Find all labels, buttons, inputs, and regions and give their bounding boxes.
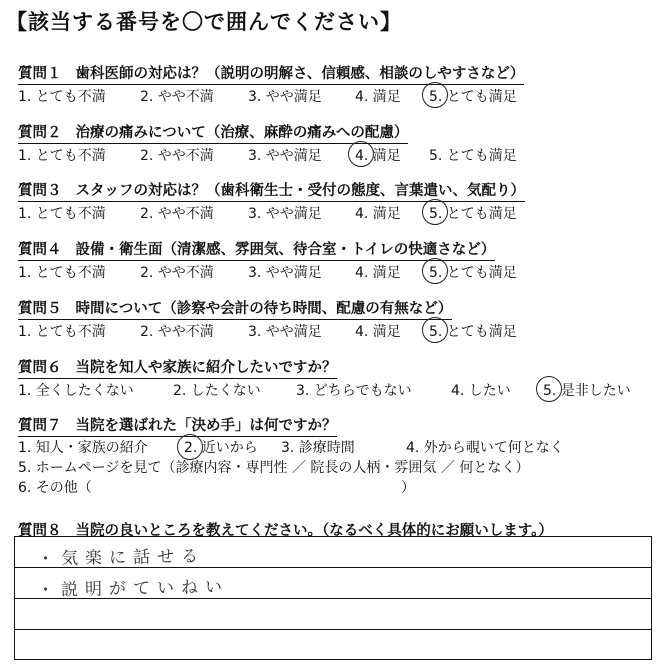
question-6 [18, 356, 648, 400]
option-3[interactable]: 3. やや満足 [248, 206, 322, 222]
question-text: 設備・衛生面（清潔感、雰囲気、待合室・トイレの快適さなど） [75, 242, 496, 258]
question-label: 質問３ [18, 183, 62, 199]
question-text: 当院の良いところを教えてください。（なるべく具体的にお願いします。） [75, 523, 553, 539]
question-text: 当院を知人や家族に紹介したいですか？ [75, 360, 337, 376]
option-1[interactable]: 1. とても不満 [18, 206, 106, 222]
option-4[interactable]: 4. 満足 [355, 206, 401, 222]
question-text: 時間について（診察や会計の待ち時間、配慮の有無など） [75, 301, 453, 317]
option-1[interactable]: 1. とても不満 [18, 148, 106, 164]
option-2[interactable]: 2. やや不満 [140, 148, 214, 164]
option-3[interactable]: 3. 診療時間 [281, 440, 355, 456]
options-row [18, 203, 648, 223]
selection-circle [536, 376, 562, 402]
option-5[interactable]: 5. とても満足 [429, 203, 517, 223]
option-4[interactable]: 4. 満足 [355, 145, 401, 165]
question-label: 質問４ [18, 242, 62, 258]
question-7 [18, 414, 648, 498]
answer-line [15, 629, 651, 630]
option-2[interactable]: 2. やや不満 [140, 324, 214, 340]
option-2[interactable]: 2. やや不満 [140, 89, 214, 105]
option-1[interactable]: 1. とても不満 [18, 89, 106, 105]
form-title: 【該当する番号を〇で囲んでください】 [6, 10, 402, 34]
selection-circle [422, 199, 448, 225]
question-heading [18, 297, 452, 320]
options-row [18, 478, 648, 498]
option-3[interactable]: 3. やや満足 [248, 148, 322, 164]
option-5[interactable]: 5. 是非したい [543, 380, 631, 400]
option-2[interactable]: 2. やや不満 [140, 265, 214, 281]
selection-circle [422, 82, 448, 108]
question-label: 質問７ [18, 418, 62, 434]
options-block [18, 438, 648, 498]
option-5[interactable]: 5. とても満足 [429, 148, 517, 164]
selection-circle [422, 317, 448, 343]
options-row [18, 262, 648, 282]
option-4[interactable]: 4. 満足 [355, 265, 401, 281]
option-4[interactable]: 4. 満足 [355, 89, 401, 105]
option-5[interactable]: 5. とても満足 [429, 321, 517, 341]
option-5[interactable]: 5. とても満足 [429, 262, 517, 282]
option-5[interactable]: 5. とても満足 [429, 86, 517, 106]
handwritten-answer-2: ・説明がていねい [36, 577, 230, 601]
question-heading [18, 121, 408, 144]
option-4[interactable]: 4. したい [451, 383, 511, 399]
question-heading [18, 62, 524, 85]
option-2[interactable]: 2. やや不満 [140, 206, 214, 222]
question-label: 質問８ [18, 523, 62, 539]
option-6-close: ） [401, 480, 415, 496]
handwritten-answer-1: ・気楽に話せる [36, 546, 206, 570]
selection-circle [422, 258, 448, 284]
question-label: 質問１ [18, 66, 62, 82]
option-1[interactable]: 1. 全くしたくない [18, 383, 134, 399]
option-2[interactable]: 2. したくない [173, 383, 261, 399]
question-text: 治療の痛みについて（治療、麻酔の痛みへの配慮） [75, 125, 409, 141]
question-5 [18, 297, 648, 341]
options-row [18, 438, 648, 458]
question-text: 歯科医師の対応は？（説明の明解さ、信頼感、相談のしやすさなど） [75, 66, 525, 82]
option-1[interactable]: 1. とても不満 [18, 324, 106, 340]
option-4[interactable]: 4. 外から覗いて何となく [406, 440, 564, 456]
options-row [18, 86, 648, 106]
option-3[interactable]: 3. どちらでもない [296, 383, 412, 399]
option-2[interactable]: 2. 近いから [184, 438, 258, 458]
question-4 [18, 238, 648, 282]
option-1[interactable]: 1. とても不満 [18, 265, 106, 281]
question-2 [18, 121, 648, 165]
option-1[interactable]: 1. 知人・家族の紹介 [18, 440, 148, 456]
question-heading [18, 356, 337, 379]
question-heading [18, 238, 495, 261]
question-label: 質問２ [18, 125, 62, 141]
option-5[interactable]: 5. ホームページを見て（診療内容・専門性 ／ 院長の人柄・雰囲気 ／ 何となく） [18, 460, 530, 476]
options-row [18, 321, 648, 341]
question-1 [18, 62, 648, 106]
option-4[interactable]: 4. 満足 [355, 324, 401, 340]
question-label: 質問５ [18, 301, 62, 317]
question-3 [18, 179, 648, 223]
question-label: 質問６ [18, 360, 62, 376]
question-text: スタッフの対応は？（歯科衛生士・受付の態度、言葉遣い、気配り） [75, 183, 525, 199]
options-row [18, 380, 648, 400]
question-heading [18, 179, 525, 202]
options-row [18, 145, 648, 165]
option-6[interactable]: 6. その他（ [18, 480, 92, 496]
selection-circle [177, 434, 203, 460]
selection-circle [348, 141, 374, 167]
option-3[interactable]: 3. やや満足 [248, 324, 322, 340]
option-3[interactable]: 3. やや満足 [248, 265, 322, 281]
answer-box[interactable] [14, 536, 652, 660]
options-row [18, 458, 648, 478]
option-3[interactable]: 3. やや満足 [248, 89, 322, 105]
question-heading [18, 414, 337, 437]
question-text: 当院を選ばれた「決め手」は何ですか？ [75, 418, 337, 434]
